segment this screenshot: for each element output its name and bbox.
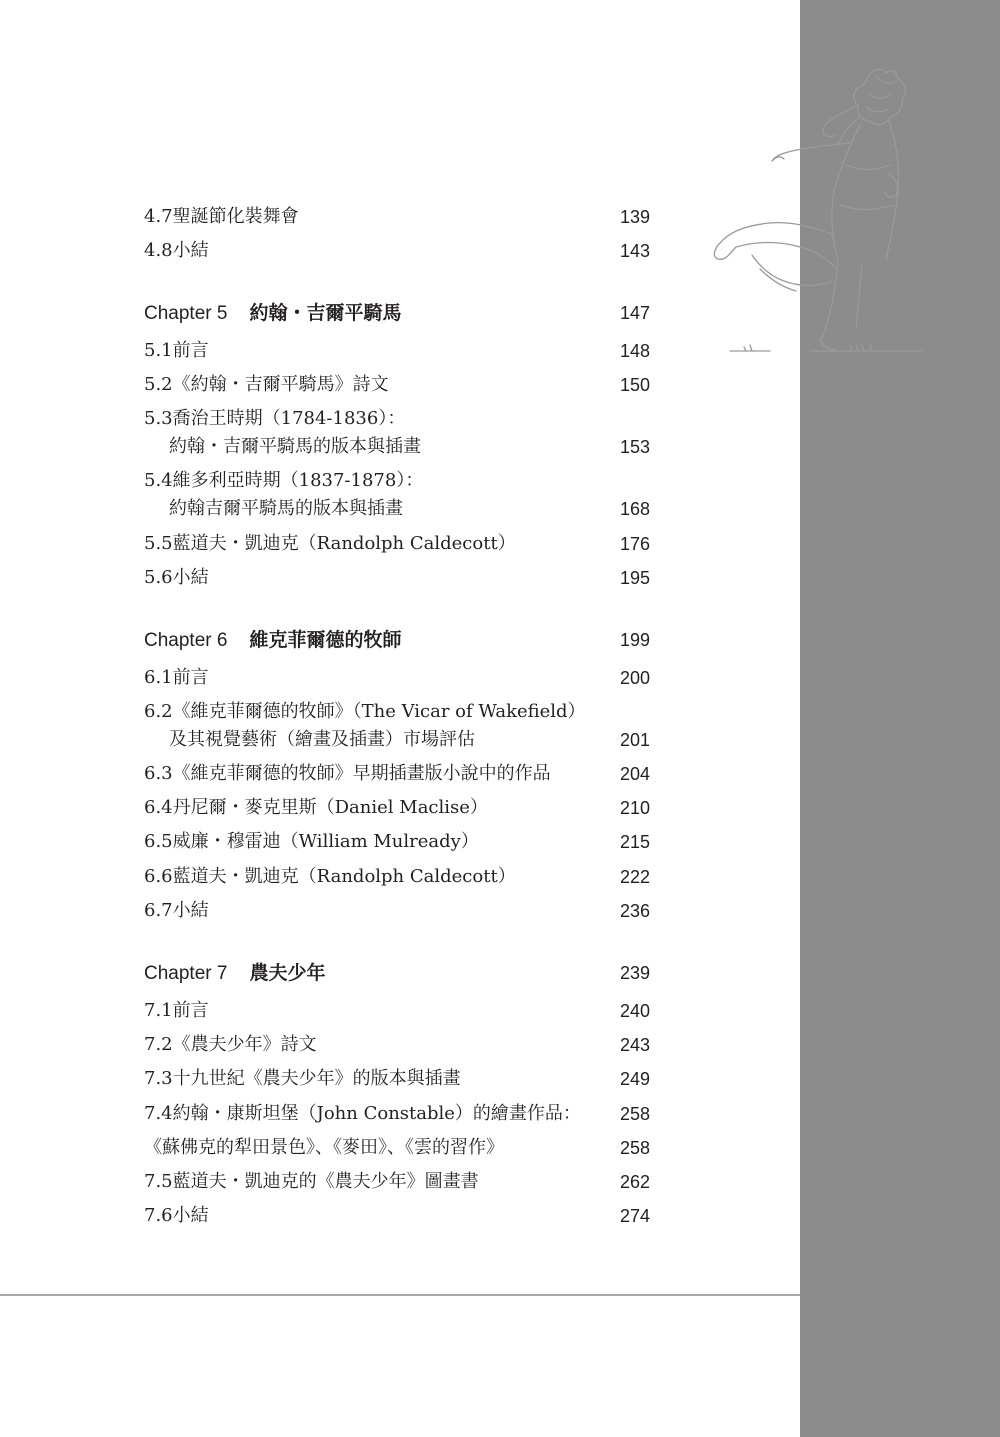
entry-title: 7.6小結 xyxy=(144,1205,209,1226)
toc-entry[interactable] xyxy=(144,234,650,268)
entry-title: 《蘇佛克的犁田景色》、《麥田》、《雲的習作》 xyxy=(144,1137,504,1158)
entry-title: 5.2《約翰・吉爾平騎馬》詩文 xyxy=(144,374,389,395)
entry-page: 243 xyxy=(619,1035,650,1055)
chapter-name: 約翰・吉爾平騎馬 xyxy=(249,302,402,324)
entry-title: 5.1前言 xyxy=(144,340,209,361)
toc-entry[interactable] xyxy=(144,527,650,561)
toc-entry[interactable] xyxy=(144,334,650,368)
entry-page: 258 xyxy=(619,1104,650,1124)
entry-page: 168 xyxy=(619,499,650,519)
toc-entry-continuation[interactable] xyxy=(144,492,650,526)
entry-page: 274 xyxy=(619,1206,650,1226)
entry-title: 5.3喬治王時期（1784-1836）： xyxy=(144,408,406,429)
entry-page: 222 xyxy=(619,867,650,887)
toc-entry[interactable] xyxy=(144,825,650,859)
toc-entry[interactable] xyxy=(144,561,650,595)
chapter-number: Chapter 6 xyxy=(144,630,228,651)
toc-entry-continuation[interactable] xyxy=(144,723,650,757)
entry-title: 7.4約翰・康斯坦堡（John Constable）的繪畫作品： xyxy=(144,1103,581,1124)
entry-title: 6.6藍道夫・凱迪克（Randolph Caldecott） xyxy=(144,866,516,887)
entry-page: 201 xyxy=(619,730,650,750)
toc-entry[interactable] xyxy=(144,1199,650,1233)
entry-page: 143 xyxy=(619,241,650,261)
entry-title: 7.3十九世紀《農夫少年》的版本與插畫 xyxy=(144,1068,461,1089)
chapter-page: 239 xyxy=(619,963,650,983)
entry-title: 5.5藍道夫・凱迪克（Randolph Caldecott） xyxy=(144,533,516,554)
toc-entry[interactable] xyxy=(144,994,650,1028)
entry-page: 204 xyxy=(619,764,650,784)
entry-page: 148 xyxy=(619,341,650,361)
chapter-number: Chapter 5 xyxy=(144,303,228,324)
toc-entry[interactable] xyxy=(144,661,650,695)
toc-entry[interactable] xyxy=(144,1062,650,1096)
entry-page: 200 xyxy=(619,668,650,688)
toc-entry[interactable] xyxy=(144,1097,650,1131)
toc-entry[interactable] xyxy=(144,791,650,825)
toc-entry[interactable] xyxy=(144,368,650,402)
entry-title: 6.2《維克菲爾德的牧師》（The Vicar of Wakefield） xyxy=(144,701,586,722)
chapter-heading[interactable] xyxy=(144,623,650,657)
toc-entry-continuation[interactable] xyxy=(144,430,650,464)
entry-page: 215 xyxy=(619,832,650,852)
entry-title-continuation: 及其視覺藝術（繪畫及插畫）市場評估 xyxy=(169,729,475,750)
chapter-number: Chapter 7 xyxy=(144,963,228,984)
entry-title: 6.7小結 xyxy=(144,900,209,921)
toc-entry[interactable] xyxy=(144,757,650,791)
chapter-title xyxy=(144,296,401,331)
entry-title: 5.6小結 xyxy=(144,567,209,588)
toc-entry[interactable] xyxy=(144,860,650,894)
chapter-heading[interactable] xyxy=(144,296,650,330)
entry-page: 176 xyxy=(619,534,650,554)
chapter-heading[interactable] xyxy=(144,956,650,990)
entry-title: 6.1前言 xyxy=(144,667,209,688)
entry-title: 6.3《維克菲爾德的牧師》早期插畫版小說中的作品 xyxy=(144,763,551,784)
entry-page: 240 xyxy=(619,1001,650,1021)
chapter-title xyxy=(144,956,325,991)
entry-page: 236 xyxy=(619,901,650,921)
toc-entry[interactable] xyxy=(144,200,650,234)
entry-page: 150 xyxy=(619,375,650,395)
chapter-name: 農夫少年 xyxy=(249,962,326,984)
toc-entry[interactable] xyxy=(144,1028,650,1062)
entry-title: 7.2《農夫少年》詩文 xyxy=(144,1034,317,1055)
entry-title-continuation: 約翰・吉爾平騎馬的版本與插畫 xyxy=(169,436,421,457)
entry-title: 7.5藍道夫・凱迪克的《農夫少年》圖畫書 xyxy=(144,1171,479,1192)
entry-page: 153 xyxy=(619,437,650,457)
entry-title: 4.8小結 xyxy=(144,240,209,261)
entry-title: 6.5威廉・穆雷迪（William Mulready） xyxy=(144,831,479,852)
toc-entry[interactable] xyxy=(144,1165,650,1199)
entry-page: 262 xyxy=(619,1172,650,1192)
chapter-name: 維克菲爾德的牧師 xyxy=(249,629,402,651)
entry-title: 5.4維多利亞時期（1837-1878）： xyxy=(144,470,424,491)
entry-page: 210 xyxy=(619,798,650,818)
entry-title: 7.1前言 xyxy=(144,1000,209,1021)
entry-title-continuation: 約翰吉爾平騎馬的版本與插畫 xyxy=(169,498,403,519)
entry-page: 195 xyxy=(619,568,650,588)
entry-page: 258 xyxy=(619,1138,650,1158)
toc-entry[interactable] xyxy=(144,894,650,928)
entry-page: 249 xyxy=(619,1069,650,1089)
toc-entry[interactable] xyxy=(144,1131,650,1165)
entry-page: 139 xyxy=(619,207,650,227)
chapter-page: 147 xyxy=(619,303,650,323)
entry-title: 6.4丹尼爾・麥克里斯（Daniel Maclise） xyxy=(144,797,488,818)
chapter-title xyxy=(144,623,401,658)
chapter-page: 199 xyxy=(619,630,650,650)
entry-title: 4.7聖誕節化裝舞會 xyxy=(144,206,299,227)
